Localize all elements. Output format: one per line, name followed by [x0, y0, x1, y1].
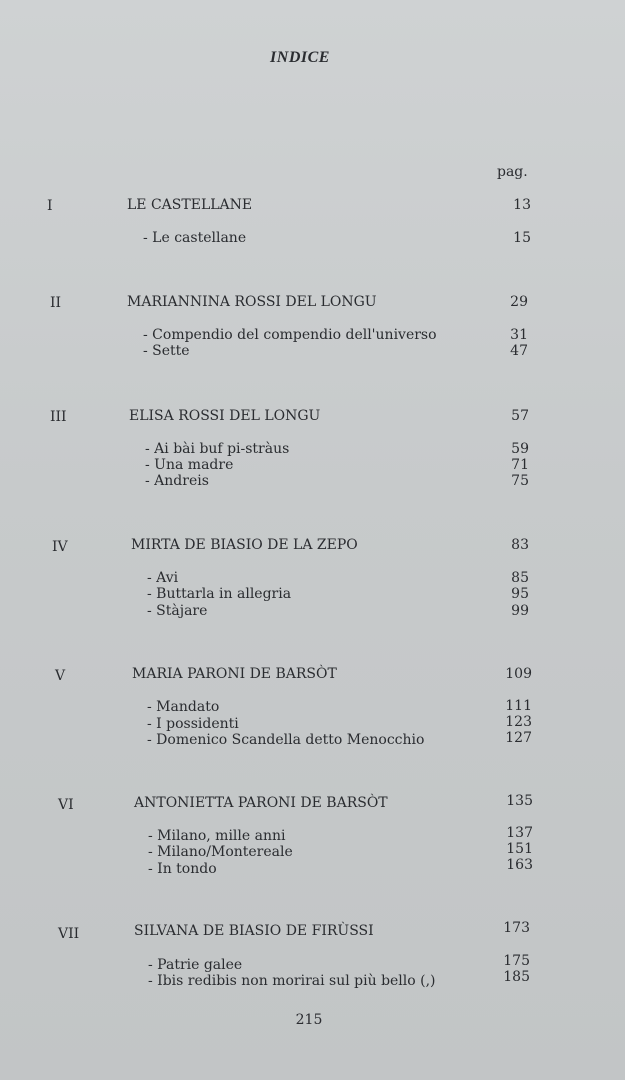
- section-page: 29: [510, 294, 528, 310]
- section-roman: III: [50, 409, 67, 425]
- entry-page: 175: [503, 953, 530, 969]
- entry-label: - Patrie galee: [148, 957, 243, 973]
- entry-label: - Avi: [147, 570, 179, 586]
- section-page: 57: [511, 408, 529, 424]
- section-roman: VI: [58, 797, 74, 813]
- entry-label: - Milano/Montereale: [148, 844, 293, 860]
- entry-label: - Mandato: [147, 699, 220, 715]
- section-title: ANTONIETTA PARONI DE BARSÒT: [134, 795, 388, 811]
- entry-page: 15: [513, 230, 531, 246]
- entry-label: - Ibis redibis non morirai sul più bello (,): [148, 973, 436, 989]
- section-title: SILVANA DE BIASIO DE FIRÙSSI: [134, 923, 374, 939]
- entry-page: 95: [511, 586, 529, 602]
- section-title: MARIA PARONI DE BARSÒT: [132, 666, 337, 682]
- entry-label: - Compendio del compendio dell'universo: [143, 327, 437, 343]
- page-column-label: pag.: [497, 164, 528, 180]
- section-page: 13: [513, 197, 531, 213]
- entry-page: 163: [506, 857, 533, 873]
- entry-label: - Sette: [143, 343, 190, 359]
- entry-page: 31: [510, 327, 528, 343]
- entry-page: 75: [511, 473, 529, 489]
- entry-page: 59: [511, 441, 529, 457]
- section-title: ELISA ROSSI DEL LONGU: [129, 408, 321, 424]
- entry-label: - Buttarla in allegria: [147, 586, 292, 602]
- section-roman: VII: [58, 926, 80, 942]
- entry-page: 99: [511, 603, 529, 619]
- section-title: LE CASTELLANE: [127, 197, 253, 213]
- section-page: 173: [503, 920, 530, 936]
- section-title: MARIANNINA ROSSI DEL LONGU: [127, 294, 377, 310]
- entry-page: 71: [511, 457, 529, 473]
- entry-label: - Stàjare: [147, 603, 208, 619]
- entry-label: - Le castellane: [143, 230, 247, 246]
- entry-label: - Milano, mille anni: [148, 828, 286, 844]
- entry-label: - I possidenti: [147, 716, 239, 732]
- entry-page: 111: [505, 698, 532, 714]
- entry-page: 151: [506, 841, 533, 857]
- section-page: 83: [511, 537, 529, 553]
- entry-page: 185: [503, 969, 530, 985]
- entry-page: 85: [511, 570, 529, 586]
- section-roman: V: [55, 668, 66, 684]
- section-page: 135: [506, 793, 533, 809]
- section-roman: I: [47, 198, 53, 214]
- section-roman: II: [50, 295, 62, 311]
- index-title: INDICE: [270, 49, 330, 66]
- entry-label: - Domenico Scandella detto Menocchio: [147, 732, 425, 748]
- page-number: 215: [295, 1012, 323, 1028]
- entry-page: 127: [505, 730, 532, 746]
- section-page: 109: [505, 666, 532, 682]
- entry-label: - Una madre: [145, 457, 234, 473]
- entry-page: 137: [506, 825, 533, 841]
- entry-page: 47: [510, 343, 528, 359]
- entry-label: - Andreis: [145, 473, 209, 489]
- entry-label: - Ai bài buf pi-stràus: [145, 441, 290, 457]
- section-roman: IV: [52, 539, 68, 555]
- section-title: MIRTA DE BIASIO DE LA ZEPO: [131, 537, 358, 553]
- entry-label: - In tondo: [148, 861, 217, 877]
- entry-page: 123: [505, 714, 532, 730]
